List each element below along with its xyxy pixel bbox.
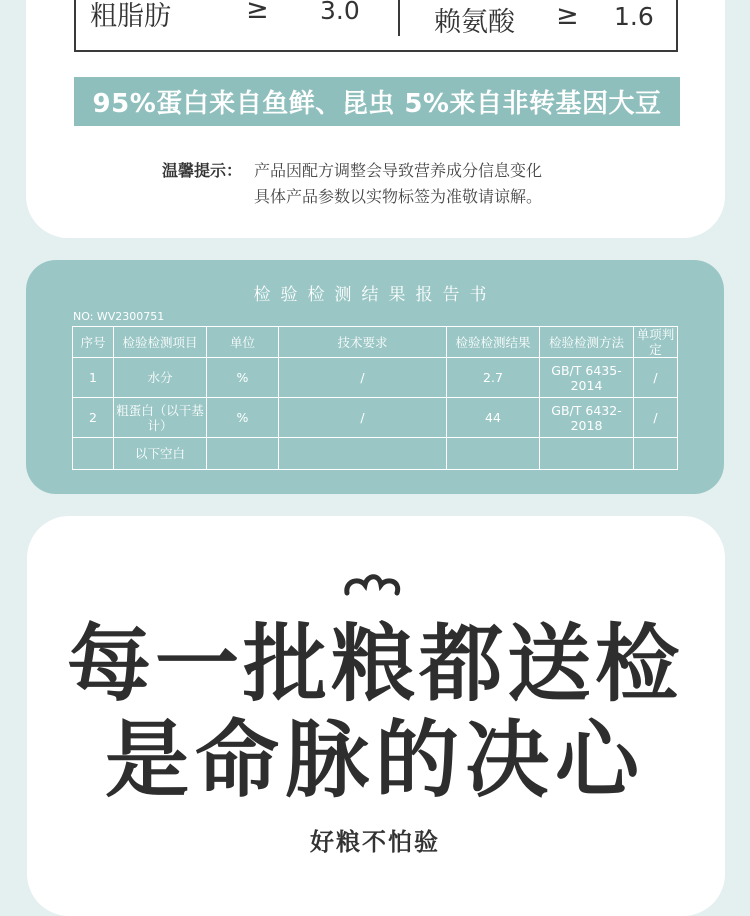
sub-slogan: 好粮不怕验 — [310, 827, 440, 856]
table-cell — [73, 438, 114, 470]
report-header-row — [73, 327, 678, 358]
table-cell: 1 — [73, 358, 114, 398]
nutrient-name-fat: 粗脂肪 — [90, 1, 171, 32]
slogan-line-2: 是命脉的决心 — [104, 710, 645, 809]
table-cell — [540, 438, 634, 470]
table-cell: % — [207, 358, 279, 398]
slogan-line-1: 每一批粮都送检 — [66, 614, 683, 713]
table-cell: / — [279, 398, 447, 438]
cloud-icon — [343, 573, 401, 597]
tip-label: 温馨提示： — [162, 161, 243, 180]
header-cell: 技术要求 — [279, 327, 447, 358]
tip-line-1: 产品因配方调整会导致营养成分信息变化 — [254, 161, 543, 180]
table-cell — [279, 438, 447, 470]
header-cell: 单位 — [207, 327, 279, 358]
header-cell: 单项判定 — [634, 327, 678, 358]
table-cell — [634, 438, 678, 470]
table-cell: / — [634, 358, 678, 398]
nutrition-divider — [398, 0, 400, 36]
table-cell: 水分 — [114, 358, 207, 398]
header-cell: 序号 — [73, 327, 114, 358]
table-cell: GB/T 6435-2014 — [540, 358, 634, 398]
nutrient-value-fat: 3.0 — [320, 0, 360, 25]
report-table — [72, 326, 678, 470]
nutrient-name-lysine: 赖氨酸 — [434, 7, 515, 38]
table-row — [73, 438, 678, 470]
table-cell: 以下空白 — [114, 438, 207, 470]
nutrient-value-lysine: 1.6 — [614, 2, 654, 31]
table-cell: % — [207, 398, 279, 438]
protein-source-banner: 95%蛋白来自鱼鲜、昆虫 5%来自非转基因大豆 — [74, 77, 680, 126]
header-cell: 检验检测结果 — [447, 327, 540, 358]
table-cell — [207, 438, 279, 470]
table-cell: 粗蛋白（以干基计） — [114, 398, 207, 438]
header-cell: 检验检测项目 — [114, 327, 207, 358]
table-cell: 44 — [447, 398, 540, 438]
table-cell: GB/T 6432-2018 — [540, 398, 634, 438]
report-number: NO: WV2300751 — [73, 310, 165, 323]
nutrition-table — [74, 0, 678, 52]
table-cell: 2.7 — [447, 358, 540, 398]
nutrient-op-fat: ≥ — [246, 0, 269, 25]
table-row — [73, 358, 678, 398]
header-cell: 检验检测方法 — [540, 327, 634, 358]
tip-line-2: 具体产品参数以实物标签为准敬请谅解。 — [254, 187, 543, 206]
report-title: 检验检测结果报告书 — [253, 285, 497, 305]
table-row — [73, 398, 678, 438]
table-cell: 2 — [73, 398, 114, 438]
table-cell: / — [279, 358, 447, 398]
table-cell: / — [634, 398, 678, 438]
nutrient-op-lysine: ≥ — [556, 0, 579, 31]
table-cell — [447, 438, 540, 470]
